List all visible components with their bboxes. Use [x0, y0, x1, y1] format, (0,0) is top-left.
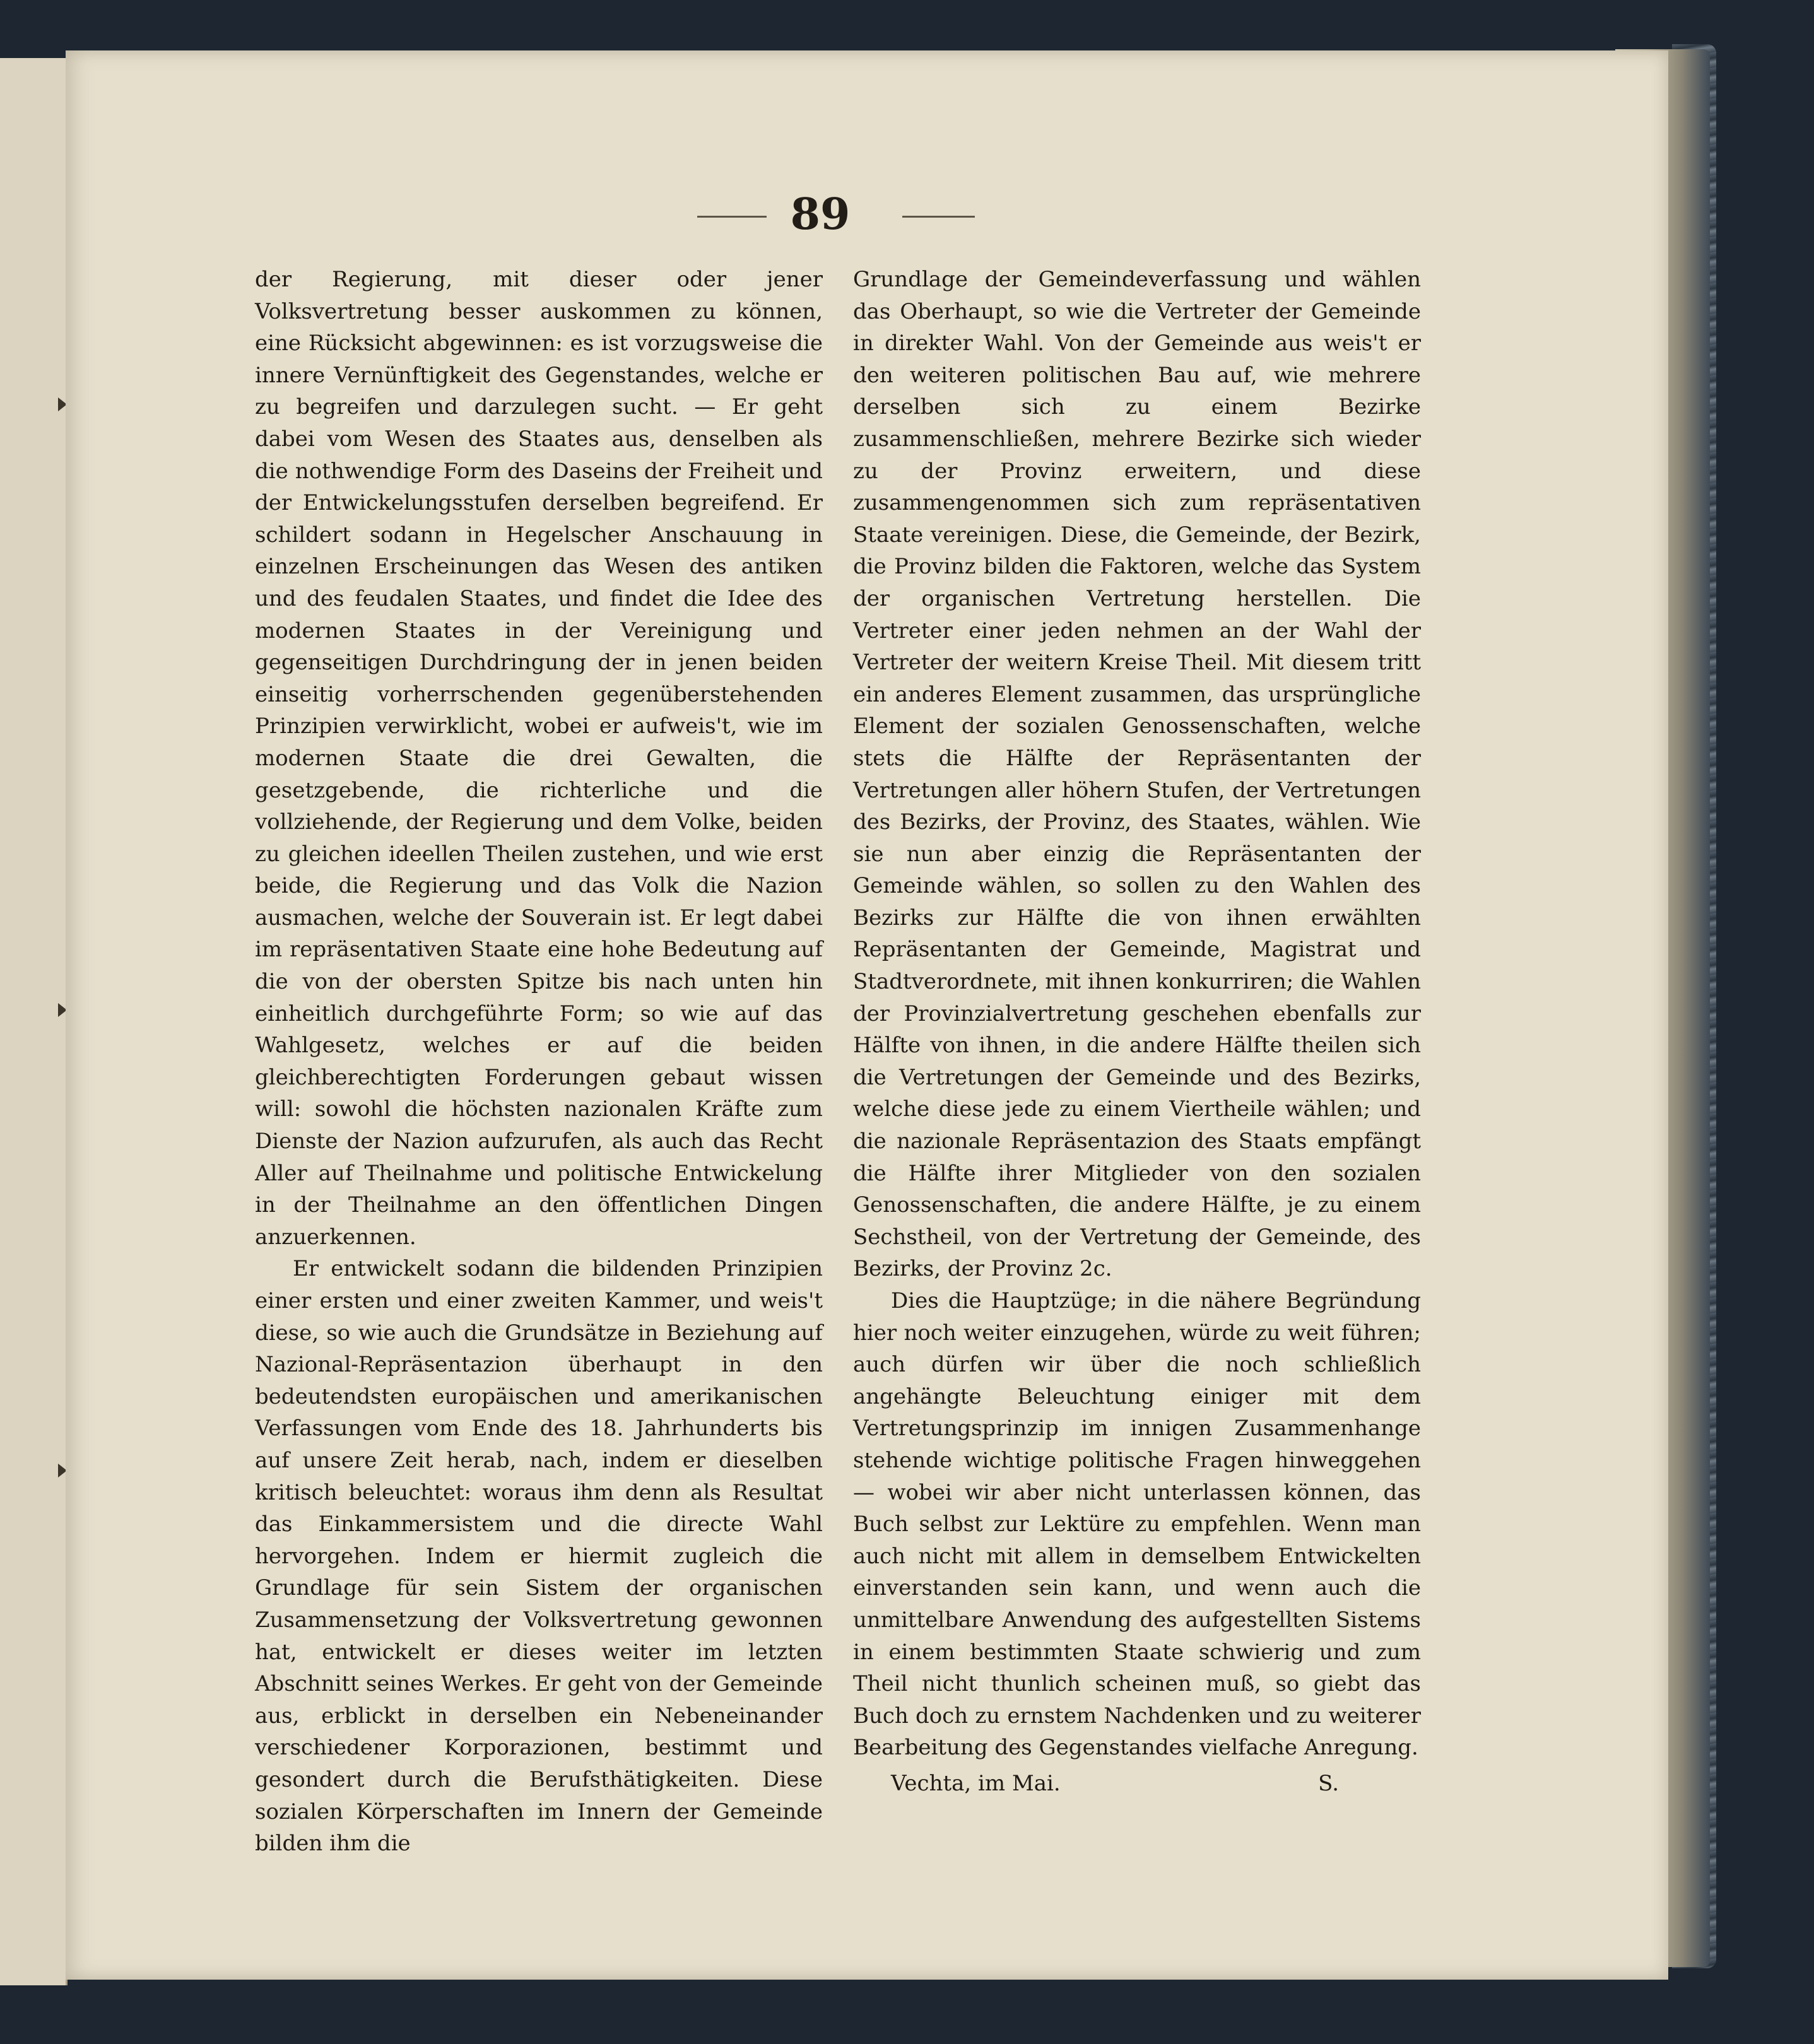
paragraph: Grundlage der Gemeindeverfassung und wählen das Oberhaupt, so wie die Vertreter der Gemeinde in direkter Wahl. Von der Gemeinde aus weis't er den weiteren politischen Bau auf, wie mehrere derselben sich zu einem Bezirke zusammenschließen, mehrere Bezirke sich wieder zu der Provinz erweitern, und diese zusammengenommen sich zum repräsentativen Staate vereinigen. Diese, die Gemeinde, der Bezirk, die Provinz bilden die Faktoren, welche das System der organischen Vertretung herstellen. Die Vertreter einer jeden nehmen an der Wahl der Vertreter der weitern Kreise Theil. Mit diesem tritt ein anderes Element zusammen, das ursprüngliche Element der sozialen Genossenschaften, welche stets die Hälfte der Repräsentanten der Vertretungen aller höhern Stufen, der Vertretungen des Bezirks, der Provinz, des Staates, wählen. Wie sie nun aber einzig die Repräsentanten der Gemeinde wählen, so sollen zu den Wahlen des Bezirks zur Hälfte die von ihnen erwählten Repräsentanten der Gemeinde, Magistrat und Stadtverordnete, mit ihnen konkurriren; die Wahlen der Provinzialvertretung geschehen ebenfalls zur Hälfte von ihnen, in die andere Hälfte theilen sich die Vertretungen der Gemeinde und des Bezirks, welche diese jede zu einem Viertheile wählen; und die nazionale Repräsentazion des Staats empfängt die Hälfte ihrer Mitglieder von den sozialen Genossenschaften, die andere Hälfte, je zu einem Sechstheil, von der Vertretung der Gemeinde, des Bezirks, der Provinz 2c. [853, 267, 1421, 1282]
right-text-column [853, 264, 1421, 1800]
paragraph: Er entwickelt sodann die bildenden Prinzipien einer ersten und einer zweiten Kammer, und weis't diese, so wie auch die Grundsätze in Beziehung auf Nazional-Repräsentazion überhaupt in den bedeutendsten europäischen und amerikanischen Verfassungen vom Ende des 18. Jahrhunderts bis auf unsere Zeit herab, nach, indem er dieselben kritisch beleuchtet: woraus ihm denn als Resultat das Einkammersistem und die directe Wahl hervorgehen. Indem er hiermit zugleich die Grundlage für sein Sistem der organischen Zusammensetzung der Volksvertretung gewonnen hat, entwickelt er dieses weiter im letzten Abschnitt seines Werkes. Er geht von der Gemeinde aus, erblickt in derselben ein Nebeneinander verschiedener Korporazionen, bestimmt und gesondert durch die Berufsthätigkeiten. Diese sozialen Körperschaften im Innern der Gemeinde bilden ihm die [255, 1256, 823, 1857]
left-text-column [255, 264, 823, 1860]
page-number-rule-right [902, 216, 975, 218]
page-number: 89 [790, 189, 851, 240]
signature-line [853, 1768, 1421, 1800]
paragraph: der Regierung, mit dieser oder jener Volksvertretung besser auskommen zu können, eine Rücksicht abgewinnen: es ist vorzugsweise die innere Vernünftigkeit des Gegenstandes, welche er zu begreifen und darzulegen sucht. — Er geht dabei vom Wesen des Staates aus, denselben als die nothwendige Form des Daseins der Freiheit und der Entwickelungsstufen derselben begreifend. Er schildert sodann in Hegelscher Anschauung in einzelnen Erscheinungen das Wesen des antiken und des feudalen Staates, und findet die Idee des modernen Staates in der Vereinigung und gegenseitigen Durchdringung der in jenen beiden einseitig vorherrschenden gegenüberstehenden Prinzipien verwirklicht, wobei er aufweis't, wie im modernen Staate die drei Gewalten, die gesetzgebende, die richterliche und die vollziehende, der Regierung und dem Volke, beiden zu gleichen ideellen Theilen zustehen, und wie erst beide, die Regierung und das Volk die Nazion ausmachen, welche der Souverain ist. Er legt dabei im repräsentativen Staate eine hohe Bedeutung auf die von der obersten Spitze bis nach unten hin einheitlich durchgeführte Form; so wie auf das Wahlgesetz, welches er auf die beiden gleichberechtigten Forderungen gebaut wissen will: sowohl die höchsten nazionalen Kräfte zum Dienste der Nazion aufzurufen, als auch das Recht Aller auf Theilnahme und politische Entwickelung in der Theilnahme an den öffentlichen Dingen anzuerkennen. [255, 267, 823, 1250]
page-number-rule-left [697, 216, 767, 218]
previous-page-edge [0, 58, 68, 1985]
place-date: Vechta, im Mai. [891, 1770, 1061, 1796]
paragraph: Dies die Hauptzüge; in die nähere Begründung hier noch weiter einzugehen, würde zu weit führen; auch dürfen wir über die noch schließlich angehängte Beleuchtung einiger mit dem Vertretungsprinzip im innigen Zusammenhange stehende wichtige politische Fragen hinweggehen — wobei wir aber nicht unterlassen können, das Buch selbst zur Lektüre zu empfehlen. Wenn man auch nicht mit allem in demselbem Entwickelten einverstanden sein kann, und wenn auch die unmittelbare Anwendung des aufgestellten Sistems in einem bestimmten Staate schwierig und zum Theil nicht thunlich scheinen muß, so giebt das Buch doch zu ernstem Nachdenken und zu weiterer Bearbeitung des Gegenstandes vielfache Anregung. [853, 1288, 1421, 1761]
author-initial: S. [1318, 1770, 1339, 1796]
